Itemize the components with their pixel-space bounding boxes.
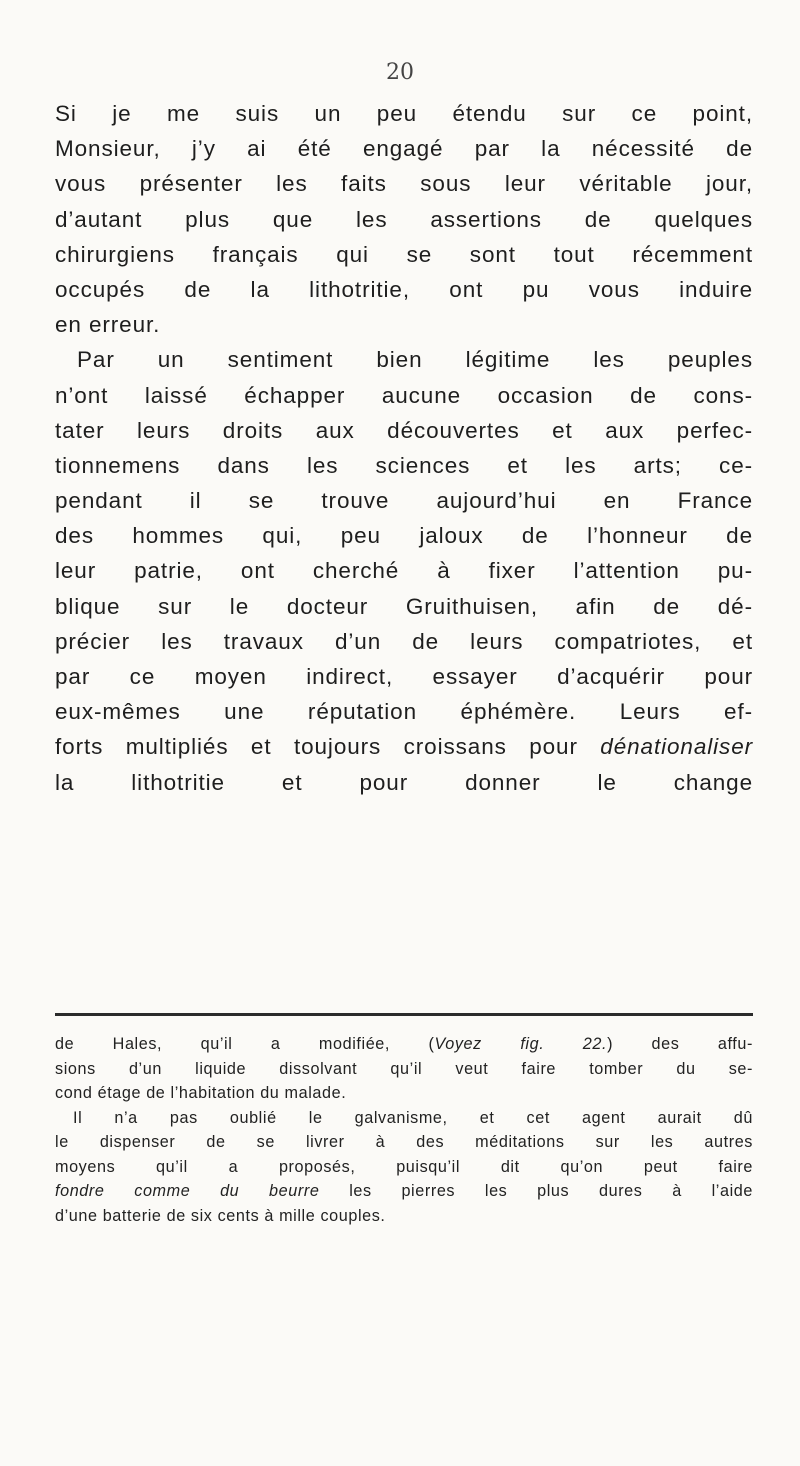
text-line: blique sur le docteur Gruithuisen, afin de dé- bbox=[55, 593, 753, 619]
note-line: d’une batterie de six cents à mille couples. bbox=[55, 1206, 386, 1225]
note-line: Il n’a pas oublié le galvanisme, et cet agent aurait dû bbox=[73, 1108, 753, 1127]
text-line: vous présenter les faits sous leur véritable jour, bbox=[55, 171, 753, 197]
text-line: occupés de la lithotritie, ont pu vous induire bbox=[55, 276, 753, 302]
text-line: tater leurs droits aux découvertes et aux perfec- bbox=[55, 417, 753, 443]
text-line: leur patrie, ont cherché à fixer l’attention pu- bbox=[55, 558, 753, 584]
italic-phrase: fondre comme du beurre bbox=[55, 1182, 320, 1200]
note-line: cond étage de l’habitation du malade. bbox=[55, 1084, 347, 1102]
text-line: des hommes qui, peu jaloux de l’honneur de bbox=[55, 523, 753, 549]
text-line: Si je me suis un peu étendu sur ce point, bbox=[55, 101, 753, 126]
text-line: tionnemens dans les sciences et les arts; ce- bbox=[55, 452, 753, 478]
text-line: précier les travaux d’un de leurs compatriotes, et bbox=[55, 628, 753, 654]
page-number: 20 bbox=[386, 60, 414, 85]
text-line: pendant il se trouve aujourd’hui en France bbox=[55, 488, 753, 514]
note-line bbox=[55, 1179, 753, 1204]
text-line: chirurgiens français qui se sont tout récemment bbox=[55, 241, 753, 267]
footnote-separator bbox=[55, 1013, 753, 1016]
text-line: eux-mêmes une réputation éphémère. Leurs ef- bbox=[55, 699, 753, 725]
italic-term: dénationaliser bbox=[600, 734, 753, 760]
text-line: en erreur. bbox=[55, 312, 161, 338]
note-fragment: de Hales, qu’il a modifiée, ( bbox=[55, 1035, 435, 1053]
footnote-text bbox=[55, 1032, 753, 1228]
text-line: n’ont laissé échapper aucune occasion de cons- bbox=[55, 382, 753, 408]
note-fragment: les pierres les plus dures à l’aide bbox=[349, 1182, 753, 1200]
text-line: la lithotritie et pour donner le change bbox=[55, 769, 753, 795]
note-line: moyens qu’il a proposés, puisqu’il dit qu’on peut faire bbox=[55, 1157, 753, 1176]
text-line: Par un sentiment bien légitime les peuples bbox=[77, 347, 753, 373]
text-fragment: forts multipliés et toujours croissans pour bbox=[55, 734, 578, 760]
figure-reference: Voyez fig. 22. bbox=[434, 1035, 608, 1053]
text-line bbox=[55, 729, 753, 764]
text-line: Monsieur, j’y ai été engagé par la nécessité de bbox=[55, 136, 753, 162]
text-line: par ce moyen indirect, essayer d’acquérir pour bbox=[55, 664, 753, 689]
main-text bbox=[55, 96, 753, 800]
note-line: le dispenser de se livrer à des méditations sur les autres bbox=[55, 1133, 753, 1151]
note-fragment: ) des affu- bbox=[607, 1035, 753, 1053]
note-line bbox=[55, 1032, 753, 1057]
text-line: d’autant plus que les assertions de quelques bbox=[55, 206, 753, 232]
note-line: sions d’un liquide dissolvant qu’il veut faire tomber du se- bbox=[55, 1059, 753, 1078]
